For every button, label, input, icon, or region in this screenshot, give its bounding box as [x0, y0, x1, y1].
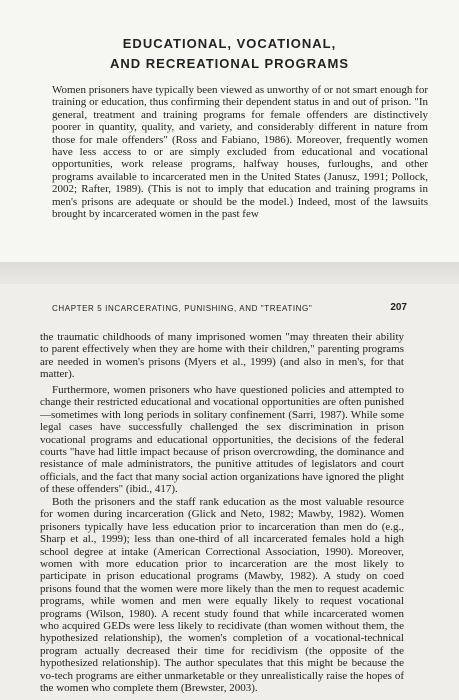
body-paragraph-1: the traumatic childhoods of many imprisoned women "may threaten their ability to parent effectively when they are home with their children," parenting programs are needed in women's prisons (Myers et al., 1999) (and also in men's, for that matter). — [40, 331, 404, 381]
top-page — [0, 0, 459, 262]
body-paragraph-3: Both the prisoners and the staff rank education as the most valuable resource for women during incarceration (Glick and Neto, 1982; Mawby, 1982). Women prisoners typically have less education prior to incarceration than men do (e.g., Sharp et al., 1999); less than one-third of all incarcerated females hold a high school degree at intake (American Correctional Association, 1990). Moreover, women with more education prior to incarceration are the most likely to participate in prison educational programs (Mawby, 1982). A study on coed prisons found that the women were more likely than the men to request academic programs, while women and men were equally likely to request vocational programs (Wilson, 1980). A recent study found that while incarcerated women who acquired GEDs were less likely to recidivate (than women without them, the hypothesized relationship), the women's completion of a vocational-technical program actually decreased their time for recidivism (the opposite of the hypothesized relationship). The author speculates that this might be because the vo-tech programs are either unmarketable or they unrealistically raise the hopes of the women who complete them (Brewster, 2003). — [40, 496, 404, 695]
bottom-page — [0, 284, 459, 700]
top-page-paragraph: Women prisoners have typically been viewed as unworthy of or not smart enough for training or education, thus confirming their dependent status in and out of prison. "In general, treatment and training programs for female offenders are distinctively poorer in quantity, quality, and variety, and considerably different in nature from those for male offenders" (Ross and Fabiano, 1986). Moreover, frequently women have less access to or are simply excluded from educational and vocational opportunities, work release programs, halfway houses, furloughs, and other programs available to incarcerated men in the United States (Janusz, 1991; Pollock, 2002; Rafter, 1989). (This is not to imply that education and training programs in men's prisons are adequate or should be the model.) Indeed, most of the lawsuits brought by incarcerated women in the past few — [52, 84, 428, 221]
section-title-line-1: EDUCATIONAL, VOCATIONAL, — [122, 36, 337, 51]
section-title-line-2: AND RECREATIONAL PROGRAMS — [109, 56, 350, 71]
body-paragraph-2: Furthermore, women prisoners who have questioned policies and attempted to change their restricted educational and vocational opportunities are often punished—sometimes with long periods in solitary confinement (Sarri, 1987). While some legal cases have successfully challenged the sex discrimination in prison vocational programs and educational opportunities, the decisions of the federal courts "have had little impact because of prison overcrowding, the dominance and resistance of male administrators, the punitive attitudes of legislators and court officials, and the fact that many social action organizations have ignored the plight of these offenders" (ibid., 417). — [40, 384, 404, 496]
page-divider — [0, 262, 459, 284]
page-number: 207 — [390, 302, 407, 313]
running-head: CHAPTER 5 INCARCERATING, PUNISHING, AND "TREATING" — [52, 304, 313, 313]
